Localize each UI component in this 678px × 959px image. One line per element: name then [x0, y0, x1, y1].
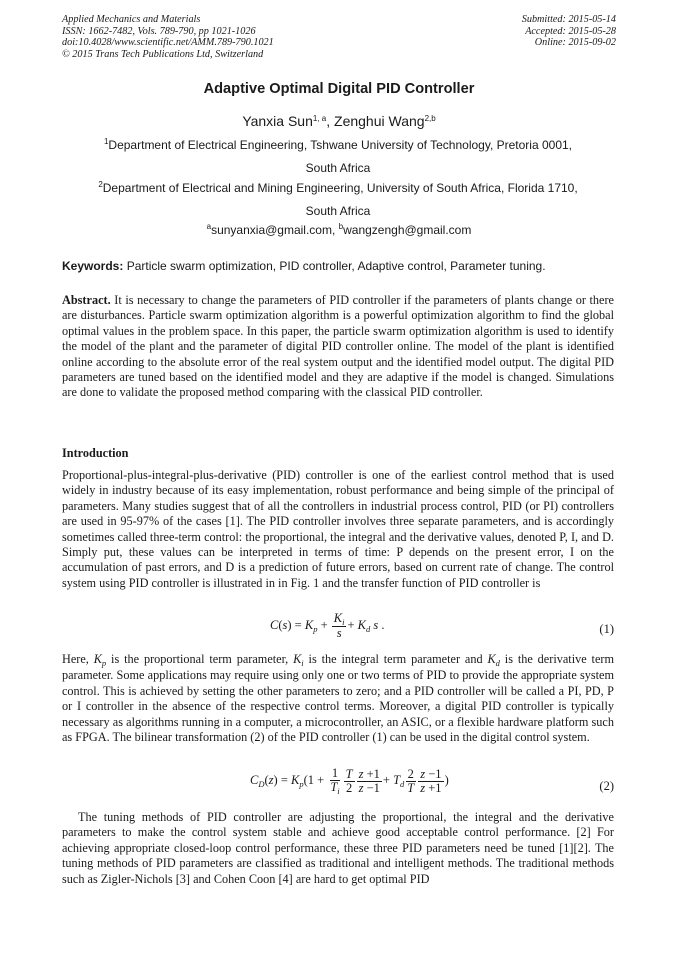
intro-paragraph-1: Proportional-plus-integral-plus-derivative (PID) controller is one of the earliest control method that is used widely in industry because of its easy implementation, robust performance and being simple of the principal of parameters. Many studies suggest that of all the controllers in industrial process control, PID (or PI) controllers are used in 95-97% of the cases [1]. The PID controller involves three separate parameters, and is accordingly sometimes called three-term control: the proportional, the integral and the derivative values, denoted P, I, and D. Simply put, these values can be interpreted in terms of time: P depends on the present error, I on the accumulation of past errors, and D is a prediction of future errors, based on current rate of change. The control system using PID controller is illustrated in in Fig. 1 and the transfer function of PID controller is — [62, 468, 614, 590]
online-date: Online: 2015-09-02 — [534, 37, 616, 49]
author-sup: 1, a — [312, 114, 327, 123]
journal-header-right — [522, 14, 616, 49]
journal-header-left — [62, 14, 274, 60]
section-heading: Introduction — [62, 446, 129, 460]
author-name: Zenghui Wang — [334, 113, 425, 129]
equation-1 — [62, 612, 614, 650]
intro-paragraph-3: The tuning methods of PID controller are adjusting the proportional, the integral and the derivative parameters to make the control system stable and achieve good acceptable control performance. [2] For achieving appropriate closed-loop control performance, these three PID parameters need be tuned [1][2]. The tuning methods of PID parameters are classified as traditional and intelligent methods. The traditional methods such as Zigler-Nichols [3] and Cohen Coon [4] are hard to get optimal PID — [62, 810, 614, 886]
affiliation-2 — [62, 178, 614, 222]
author-name: Yanxia Sun — [242, 113, 313, 129]
author-emails — [0, 223, 678, 237]
keywords-text: Particle swarm optimization, PID controller, Adaptive control, Parameter tuning. — [123, 259, 546, 273]
affiliation-1 — [62, 135, 614, 179]
p2-text: is the integral term parameter and — [303, 652, 488, 666]
author-line — [0, 113, 678, 129]
email-sup: a — [206, 222, 212, 231]
affiliation-country: South Africa — [305, 160, 371, 175]
abstract-label: Abstract. — [62, 293, 111, 307]
copyright: © 2015 Trans Tech Publications Ltd, Switzerland — [62, 48, 264, 60]
accepted-date: Accepted: 2015-05-28 — [525, 25, 616, 37]
email-link[interactable]: wangzengh@gmail.com — [343, 223, 472, 237]
journal-doi[interactable]: doi:10.4028/www.scientific.net/AMM.789-790.1021 — [62, 37, 274, 49]
intro-paragraph-2: Here, $K_p$ is the proportional term parameter, $K_i$ is the integral term parameter and $K_d$ is the derivative term parameter. Some applications may require using only one or two terms of PID to provide the appropriate system control. This is achieved by setting the other parameters to zero; and a PID controller will be called a PI, PD, P or I controller in the absence of the respective control terms. Moreover, a digital PID controller is typically necessary as algorithms running in a computer, a microcontroller, an ASIC, or a flexible hardware platform such as FPGA. The bilinear transformation (2) of the PID controller (1) can be used in the digital control system. — [62, 652, 614, 745]
equation-2 — [62, 767, 614, 807]
submitted-date: Submitted: 2015-05-14 — [521, 14, 616, 25]
equation-1-number: (1) — [599, 622, 614, 636]
affiliation-sup: 1 — [103, 137, 109, 146]
equation-2-number: (2) — [599, 779, 614, 793]
author-separator: , — [326, 113, 335, 129]
email-sup: b — [338, 222, 344, 231]
affiliation-text: Department of Electrical and Mining Engineering, University of South Africa, Florida 1710, — [102, 181, 578, 195]
keywords — [62, 259, 622, 273]
p2-text: Here, — [62, 652, 94, 666]
p2-text: is the derivative term parameter. Some applications may require using only one or two terms of PID to provide the appropriate system control. This is achieved by setting the other parameters to zero; and a PID controller will be called a PI, PD, P or I controller in the absence of the respective control terms. Moreover, a digital PID controller is typically necessary as algorithms running in a computer, a microcontroller, an ASIC, or a flexible hardware platform such as FPGA. The bilinear transformation (2) of the PID controller (1) can be used in the digital control system. — [62, 652, 614, 745]
affiliation-sup: 2 — [98, 180, 103, 189]
p2-text: is the proportional term parameter, — [106, 652, 294, 666]
keywords-label: Keywords: — [62, 259, 124, 273]
journal-issn: ISSN: 1662-7482, Vols. 789-790, pp 1021-1026 — [62, 25, 256, 37]
abstract — [62, 293, 614, 401]
affiliation-country: South Africa — [305, 203, 371, 218]
journal-name: Applied Mechanics and Materials — [62, 14, 201, 25]
email-link[interactable]: sunyanxia@gmail.com, — [211, 223, 339, 237]
equation-1-body: $C(s) = K_p$ + $\frac{K_i}{s}$ + $K_d$ s . — [270, 611, 385, 640]
author-sup: 2,b — [424, 114, 436, 123]
affiliation-text: Department of Electrical Engineering, Tshwane University of Technology, Pretoria 0001, — [108, 138, 573, 152]
abstract-text: It is necessary to change the parameters of PID controller if the parameters of plants change or there are disturbances. Particle swarm optimization algorithm is a powerful optimization algorithm to find the global optimal values in the problem space. In this paper, the particle swarm optimization algorithm is used to identify the model of the plant and the parameter of digital PID controller online. The model of the plant is identified online according to the absolute error of the real system output and the identified model output. The digital PID parameters are tuned based on the identified model and they are adaptive if the model is changed. Simulations are done to validate the proposed method comparing with the classical PID controller. — [62, 293, 614, 400]
paper-title: Adaptive Optimal Digital PID Controller — [203, 81, 475, 97]
equation-2-body: $C_D(z) = K_p(1$ + $\frac{1}{T_i}$ $\frac{T}{2}$ $\frac{z +1}{z -1}$ + $T_d$ $\frac{2}{T}$ $\frac{z -1}{z +1}$ ) — [250, 766, 449, 796]
